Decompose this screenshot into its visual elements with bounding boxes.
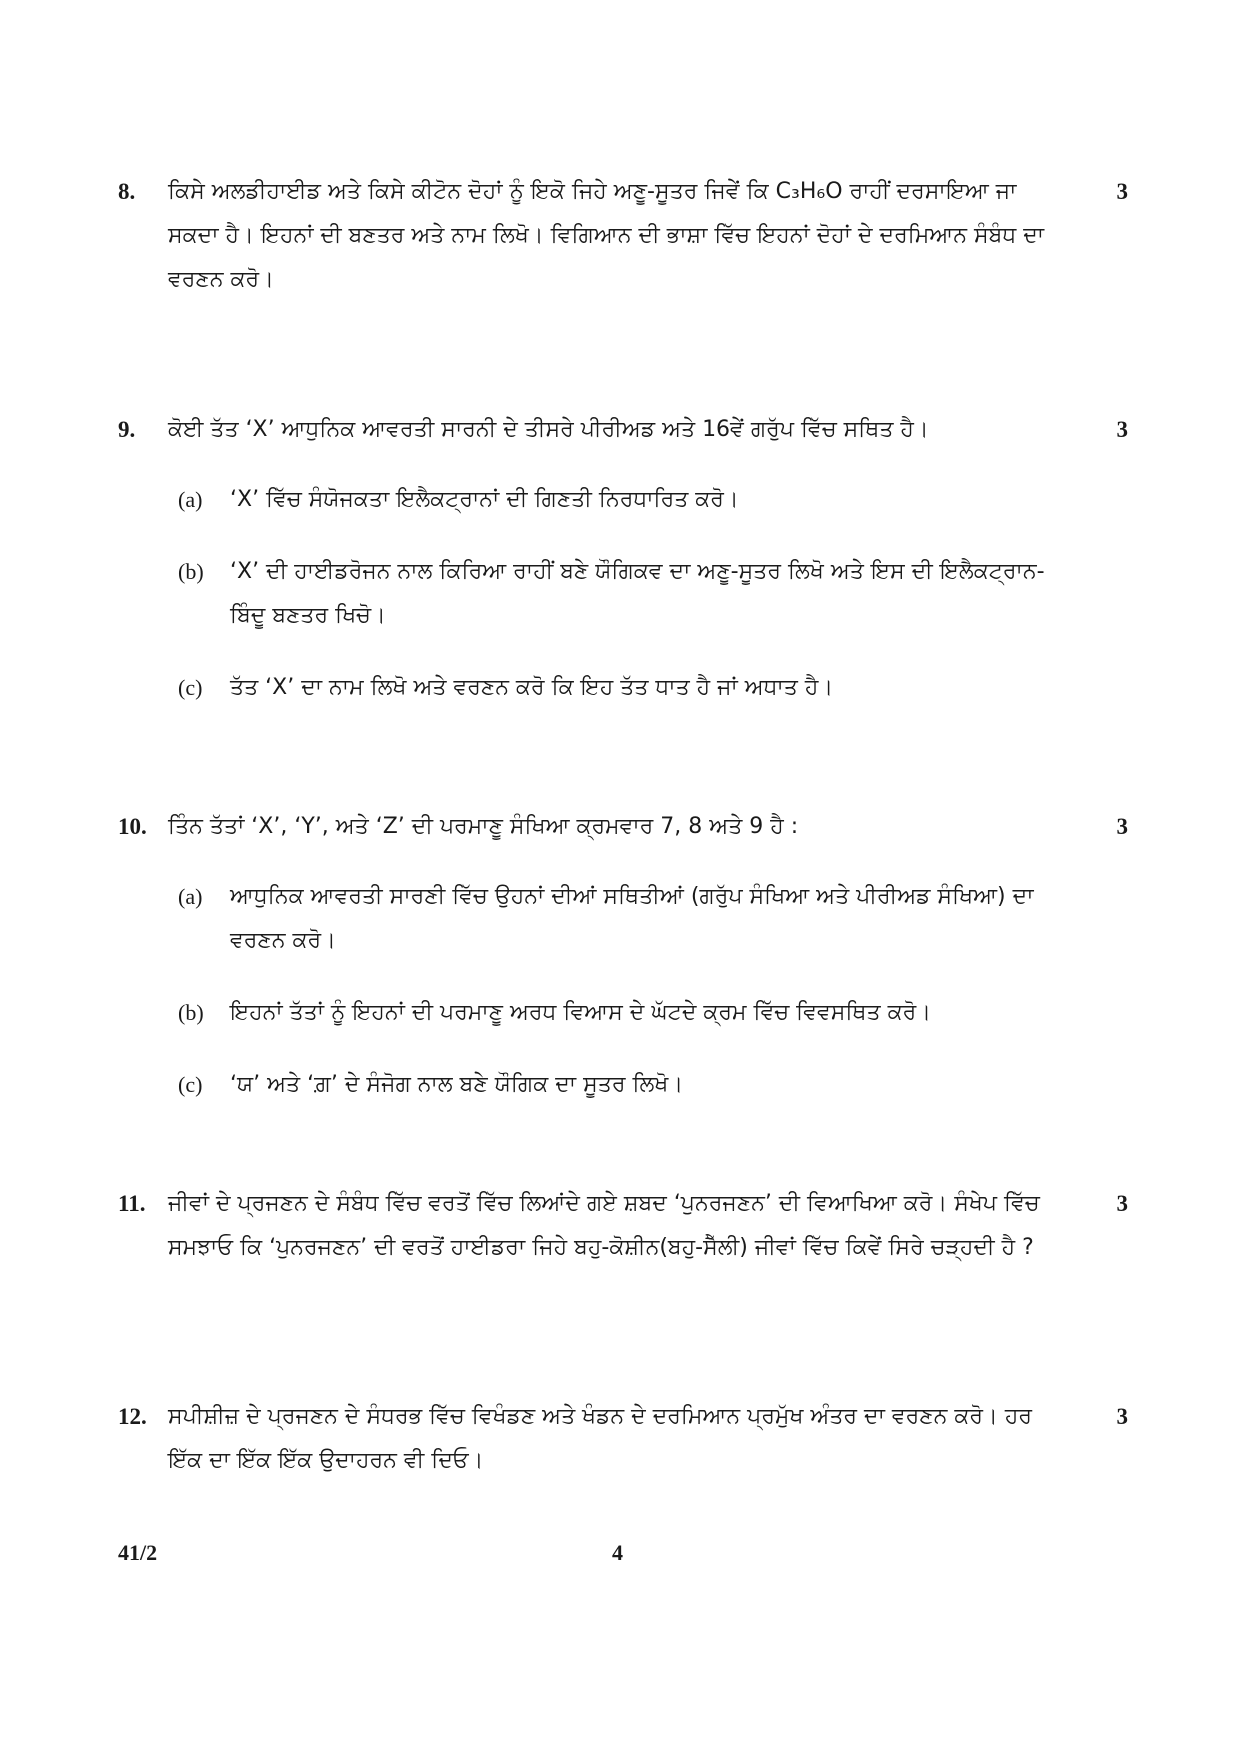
question-marks: 3 [1116,814,1128,839]
question-marks: 3 [1116,417,1128,442]
question-marks: 3 [1116,179,1128,204]
sub-question-text: ‘ਯ’ ਅਤੇ ‘ਗ਼’ ਦੇ ਸੰਜੋਗ ਨਾਲ ਬਣੇ ਯੌਗਿਕ ਦਾ ਸੂਤਰ ਲਿਖੋ। [230,1072,684,1097]
sub-question-text: ‘X’ ਦੀ ਹਾਈਡਰੋਜਨ ਨਾਲ ਕਿਰਿਆ ਰਾਹੀਂ ਬਣੇ ਯੌਗਿਕਵ ਦਾ ਅਣੂ-ਸੂਤਰ ਲਿਖੋ ਅਤੇ ਇਸ ਦੀ ਇਲੈਕਟ੍ਰਾਨ-ਬਿੰਦੂ ਬਣਤਰ ਖਿਚੋ। [230,559,1045,628]
sub-question-label: (c) [178,675,203,700]
question-text: ਸਪੀਸ਼ੀਜ਼ ਦੇ ਪ੍ਰਜਣਨ ਦੇ ਸੰਧਰਭ ਵਿੱਚ ਵਿਖੰਡਣ ਅਤੇ ਖੰਡਨ ਦੇ ਦਰਮਿਆਨ ਪ੍ਰਮੁੱਖ ਅੰਤਰ ਦਾ ਵਰਣਨ ਕਰੋ। ਹਰ ਇੱਕ ਦਾ ਇੱਕ ਇੱਕ ਉਦਾਹਰਨ ਵੀ ਦਿਓ। [168,1404,1032,1473]
question-marks: 3 [1116,1404,1128,1429]
sub-question-text: ਆਧੁਨਿਕ ਆਵਰਤੀ ਸਾਰਣੀ ਵਿੱਚ ਉਹਨਾਂ ਦੀਆਂ ਸਥਿਤੀਆਂ (ਗਰੁੱਪ ਸੰਖਿਆ ਅਤੇ ਪੀਰੀਅਡ ਸੰਖਿਆ) ਦਾ ਵਰਣਨ ਕਰੋ। [230,884,1034,953]
question-number: 9. [118,417,136,442]
question-text: ਤਿੰਨ ਤੱਤਾਂ ‘X’, ‘Y’, ਅਤੇ ‘Z’ ਦੀ ਪਰਮਾਣੂ ਸੰਖਿਆ ਕ੍ਰਮਵਾਰ 7, 8 ਅਤੇ 9 ਹੈ : [168,814,799,839]
sub-question-label: (c) [178,1072,203,1097]
sub-question-text: ‘X’ ਵਿੱਚ ਸੰਯੋਜਕਤਾ ਇਲੈਕਟ੍ਰਾਨਾਂ ਦੀ ਗਿਣਤੀ ਨਿਰਧਾਰਿਤ ਕਰੋ। [230,487,739,512]
sub-question-label: (a) [178,884,203,909]
sub-question-text: ਇਹਨਾਂ ਤੱਤਾਂ ਨੂੰ ਇਹਨਾਂ ਦੀ ਪਰਮਾਣੂ ਅਰਧ ਵਿਆਸ ਦੇ ਘੱਟਦੇ ਕ੍ਰਮ ਵਿੱਚ ਵਿਵਸਥਿਤ ਕਰੋ। [230,1000,932,1025]
sub-question-label: (b) [178,559,204,584]
sub-question-text: ਤੱਤ ‘X’ ਦਾ ਨਾਮ ਲਿਖੋ ਅਤੇ ਵਰਣਨ ਕਰੋ ਕਿ ਇਹ ਤੱਤ ਧਾਤ ਹੈ ਜਾਂ ਅਧਾਤ ਹੈ। [230,675,834,700]
sub-question-label: (b) [178,1000,204,1025]
paper-code: 41/2 [118,1540,158,1565]
sub-question-label: (a) [178,487,203,512]
page-number: 4 [612,1540,623,1565]
question-number: 10. [118,814,147,839]
question-number: 11. [118,1191,146,1216]
question-number: 8. [118,179,136,204]
question-text: ਕਿਸੇ ਅਲਡੀਹਾਈਡ ਅਤੇ ਕਿਸੇ ਕੀਟੋਨ ਦੋਹਾਂ ਨੂੰ ਇਕੋ ਜਿਹੇ ਅਣੂ-ਸੂਤਰ ਜਿਵੇਂ ਕਿ C₃H₆O ਰਾਹੀਂ ਦਰਸਾਇਆ ਜਾ ਸਕਦਾ ਹੈ। ਇਹਨਾਂ ਦੀ ਬਣਤਰ ਅਤੇ ਨਾਮ ਲਿਖੋ। ਵਿਗਿਆਨ ਦੀ ਭਾਸ਼ਾ ਵਿੱਚ ਇਹਨਾਂ ਦੋਹਾਂ ਦੇ ਦਰਮਿਆਨ ਸੰਬੰਧ ਦਾ ਵਰਣਨ ਕਰੋ। [168,179,1045,292]
question-text: ਜੀਵਾਂ ਦੇ ਪ੍ਰਜਣਨ ਦੇ ਸੰਬੰਧ ਵਿੱਚ ਵਰਤੋਂ ਵਿੱਚ ਲਿਆਂਦੇ ਗਏ ਸ਼ਬਦ ‘ਪੁਨਰਜਣਨ’ ਦੀ ਵਿਆਖਿਆ ਕਰੋ। ਸੰਖੇਪ ਵਿੱਚ ਸਮਝਾਓ ਕਿ ‘ਪੁਨਰਜਣਨ’ ਦੀ ਵਰਤੋਂ ਹਾਈਡਰਾ ਜਿਹੇ ਬਹੁ-ਕੋਸ਼ੀਨ(ਬਹੁ-ਸੈੱਲੀ) ਜੀਵਾਂ ਵਿੱਚ ਕਿਵੇਂ ਸਿਰੇ ਚੜ੍ਹਦੀ ਹੈ ? [168,1191,1040,1260]
question-text: ਕੋਈ ਤੱਤ ‘X’ ਆਧੁਨਿਕ ਆਵਰਤੀ ਸਾਰਨੀ ਦੇ ਤੀਸਰੇ ਪੀਰੀਅਡ ਅਤੇ 16ਵੇਂ ਗਰੁੱਪ ਵਿੱਚ ਸਥਿਤ ਹੈ। [168,417,929,442]
question-marks: 3 [1116,1191,1128,1216]
question-number: 12. [118,1404,147,1429]
